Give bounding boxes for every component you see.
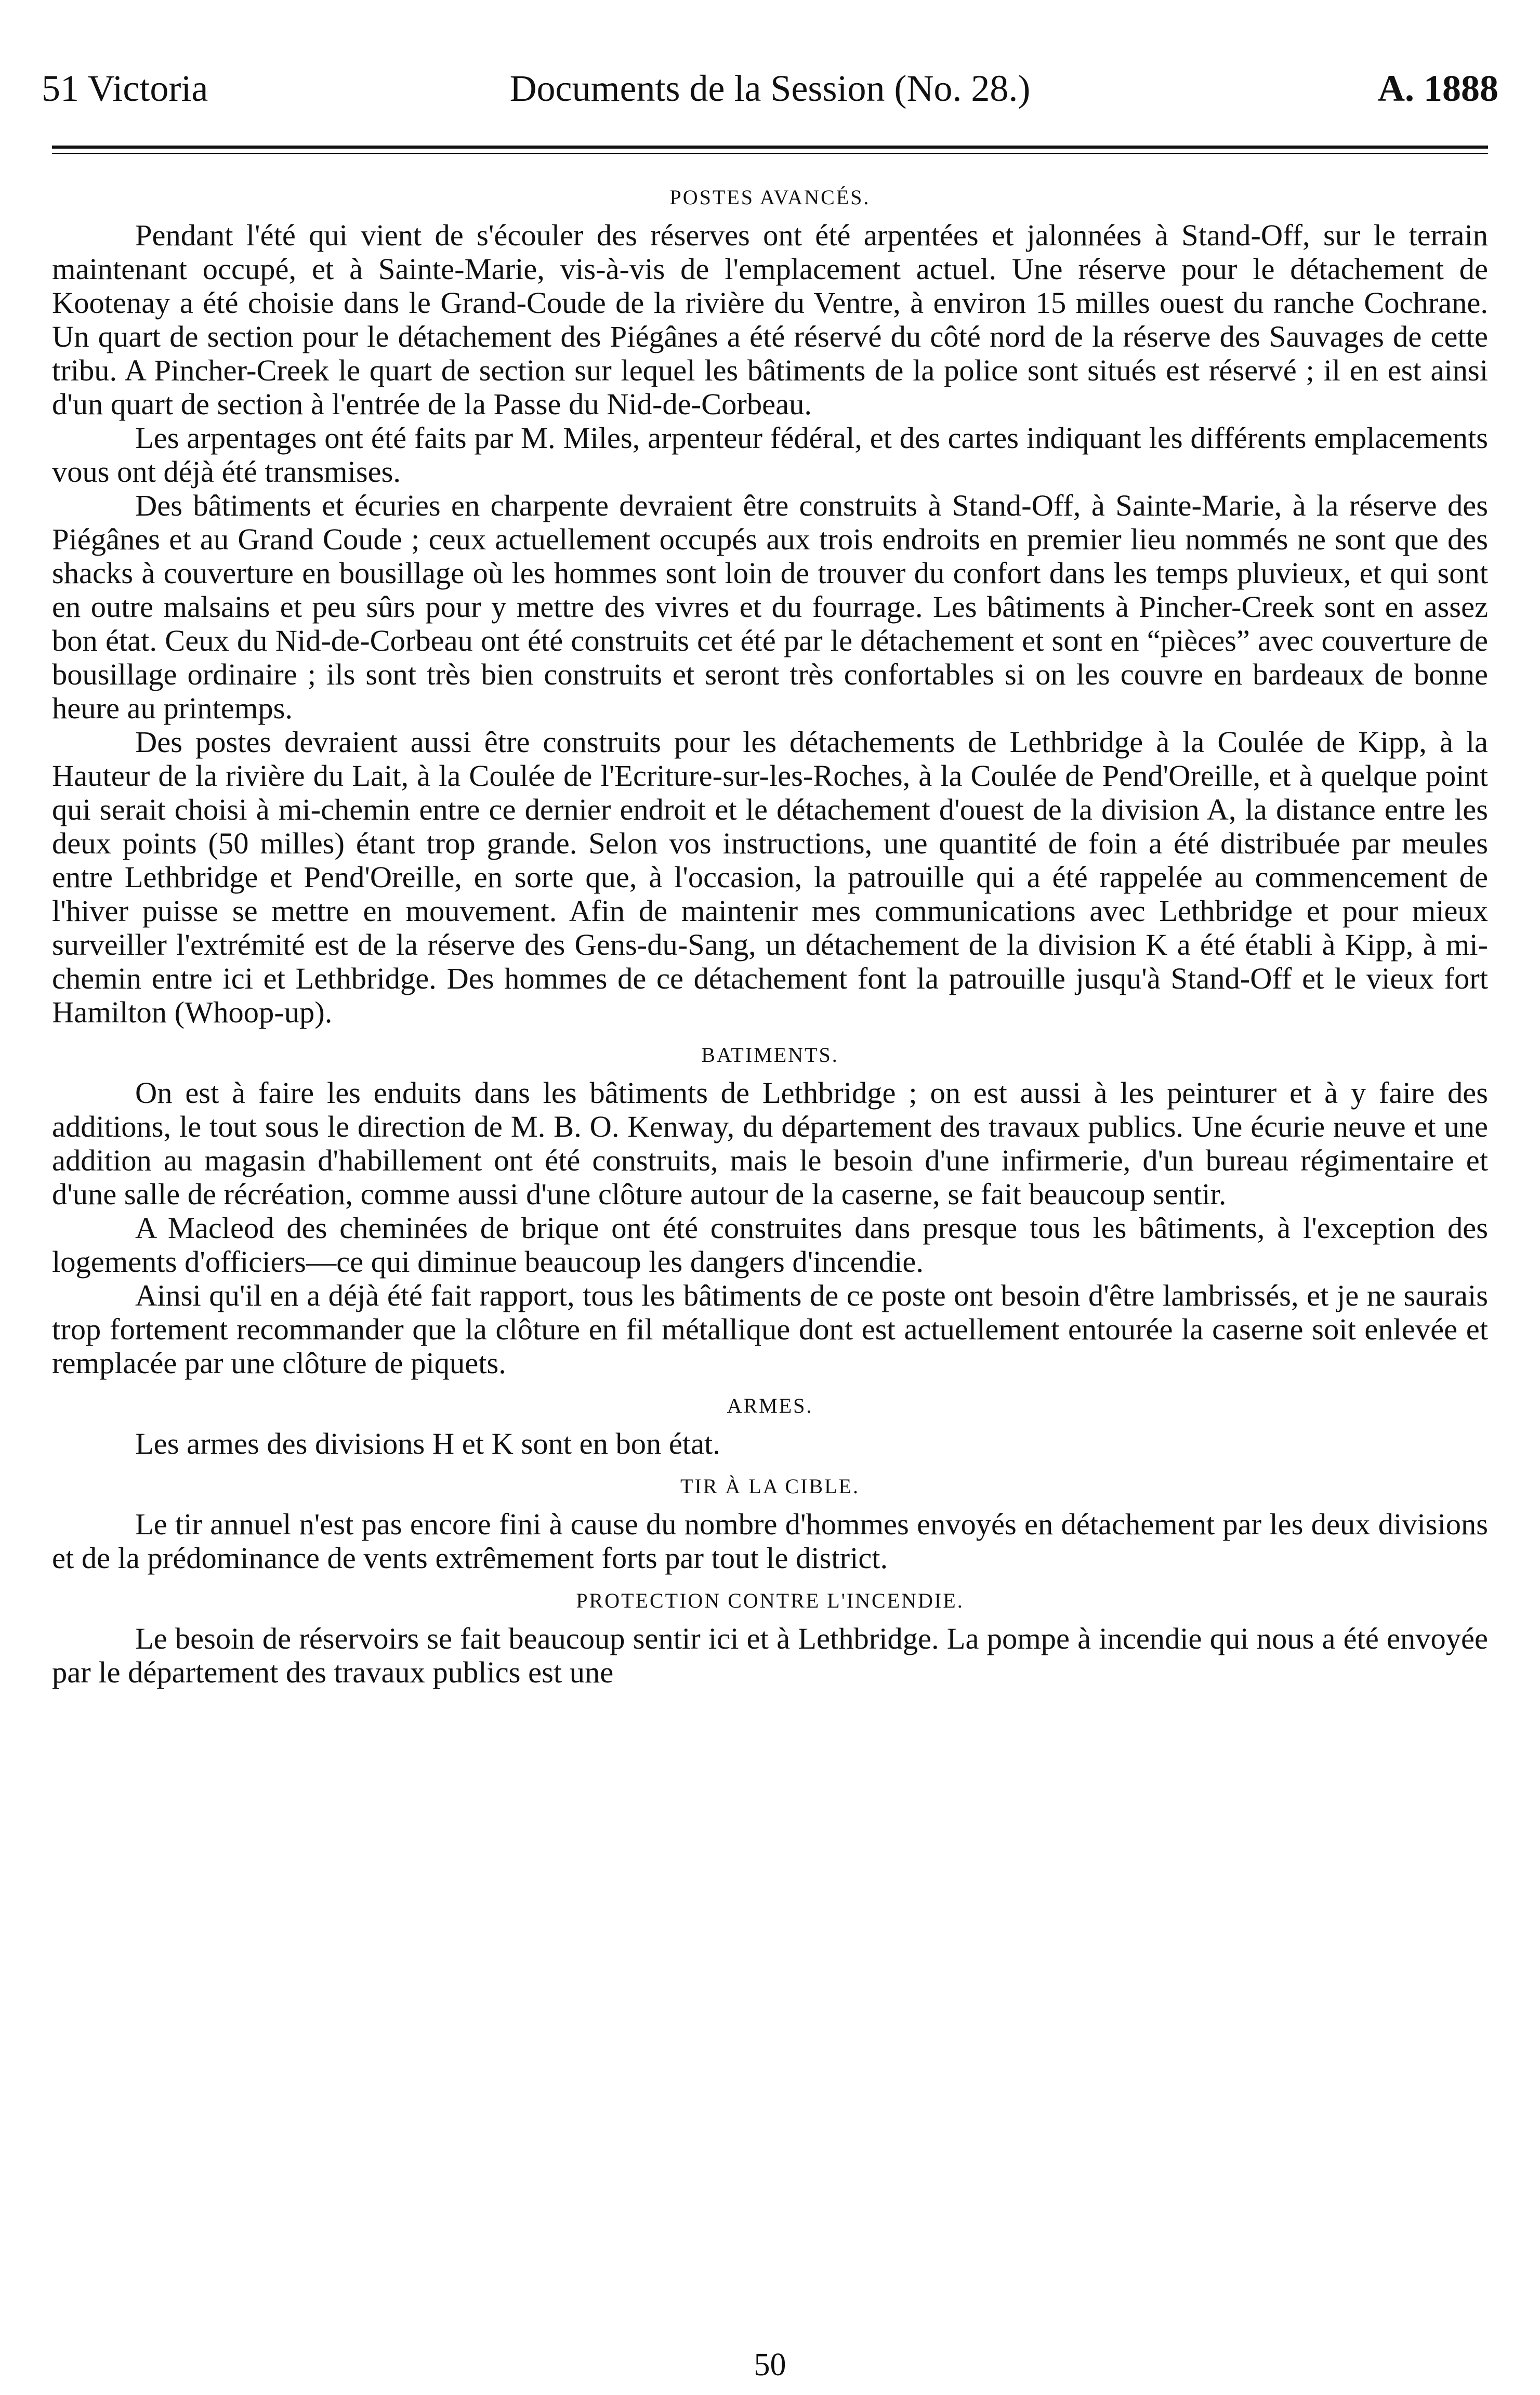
paragraph: A Macleod des cheminées de brique ont été construites dans presque tous les bâtiments, à l'exception des logements d'officiers—ce qui diminue beaucoup les dangers d'incendie. — [52, 1211, 1488, 1279]
section-heading-protection: PROTECTION CONTRE L'INCENDIE. — [576, 1589, 964, 1612]
running-header — [42, 57, 1498, 120]
paragraph: Les armes des divisions H et K sont en bon état. — [135, 1427, 720, 1460]
paragraph: Le besoin de réservoirs se fait beaucoup sentir ici et à Lethbridge. La pompe à incendie qui nous a été envoyée par le département des travaux publics est une — [52, 1622, 1488, 1689]
paragraph: Les arpentages ont été faits par M. Miles, arpenteur fédéral, et des cartes indiquant les différents emplacements vous ont déjà été transmises. — [52, 421, 1488, 489]
section-heading-armes: ARMES. — [727, 1394, 813, 1417]
header-title: Documents de la Session (No. 28.) — [509, 68, 1031, 109]
paragraph: Ainsi qu'il en a déjà été fait rapport, tous les bâtiments de ce poste ont besoin d'être lambrissés, et je ne saurais trop fortement recommander que la clôture en fil métallique dont est actuellement entourée la caserne soit enlevée et remplacée par une clôture de piquets. — [52, 1279, 1488, 1380]
header-rule — [52, 146, 1488, 149]
paragraph: Des postes devraient aussi être construits pour les détachements de Lethbridge à la Coulée de Kipp, à la Hauteur de la rivière du Lait, à la Coulée de l'Ecriture-sur-les-Roches, à la Coulée de Pend'Oreille, et à quelque point qui serait choisi à mi-chemin entre ce dernier endroit et le détachement d'ouest de la division A, la distance entre les deux points (50 milles) étant trop grande. Selon vos instructions, une quantité de foin a été distribuée par meules entre Lethbridge et Pend'Oreille, en sorte que, à l'occasion, la patrouille qui a été rappelée au commencement de l'hiver puisse se mettre en mouvement. Afin de maintenir mes communications avec Lethbridge et pour mieux surveiller l'extrémité est de la réserve des Gens-du-Sang, un détachement de la division K a été établi à Kipp, à mi-chemin entre ici et Lethbridge. Des hommes de ce détachement font la patrouille jusqu'à Stand-Off et le vieux fort Hamilton (Whoop-up). — [52, 725, 1488, 1029]
header-volume: 51 Victoria — [42, 68, 208, 109]
header-rule-thin — [52, 153, 1488, 154]
paragraph: Le tir annuel n'est pas encore fini à cause du nombre d'hommes envoyés en détachement par les deux divisions et de la prédominance de vents extrêmement forts par tout le district. — [52, 1507, 1488, 1575]
paragraph: Des bâtiments et écuries en charpente devraient être construits à Stand-Off, à Sainte-Marie, à la réserve des Piégânes et au Grand Coude ; ceux actuellement occupés aux trois endroits en premier lieu nommés ne sont que des shacks à couverture en bousillage où les hommes sont loin de trouver du confort dans les temps pluvieux, et qui sont en outre malsains et peu sûrs pour y mettre des vivres et du fourrage. Les bâtiments à Pincher-Creek sont en assez bon état. Ceux du Nid-de-Corbeau ont été construits cet été par le détachement et sont en “pièces” avec couverture de bousillage ordinaire ; ils sont très bien construits et seront très confortables si on les couvre en bardeaux de bonne heure au printemps. — [52, 489, 1488, 725]
paragraph: On est à faire les enduits dans les bâtiments de Lethbridge ; on est aussi à les peinturer et à y faire des additions, le tout sous le direction de M. B. O. Kenway, du département des travaux publics. Une écurie neuve et une addition au magasin d'habillement ont été construits, mais le besoin d'une infirmerie, d'un bureau régimentaire et d'une salle de récréation, comme aussi d'une clôture autour de la caserne, se fait beaucoup sentir. — [52, 1076, 1488, 1211]
paragraph: Pendant l'été qui vient de s'écouler des réserves ont été arpentées et jalonnées à Stand-Off, sur le terrain maintenant occupé, et à Sainte-Marie, vis-à-vis de l'emplacement actuel. Une réserve pour le détachement de Kootenay a été choisie dans le Grand-Coude de la rivière du Ventre, à environ 15 milles ouest du ranche Cochrane. Un quart de section pour le détachement des Piégânes a été réservé du côté nord de la réserve des Sauvages de cette tribu. A Pincher-Creek le quart de section sur lequel les bâtiments de la police sont situés est réservé ; il en est ainsi d'un quart de section à l'entrée de la Passe du Nid-de-Corbeau. — [52, 218, 1488, 421]
section-heading-tir: TIR À LA CIBLE. — [680, 1475, 860, 1498]
document-body — [52, 172, 1488, 1689]
page-number: 50 — [754, 2347, 786, 2383]
section-heading-batiments: BATIMENTS. — [701, 1043, 839, 1067]
section-heading-postes: POSTES AVANCÉS. — [669, 186, 871, 209]
header-year: A. 1888 — [1378, 68, 1498, 109]
